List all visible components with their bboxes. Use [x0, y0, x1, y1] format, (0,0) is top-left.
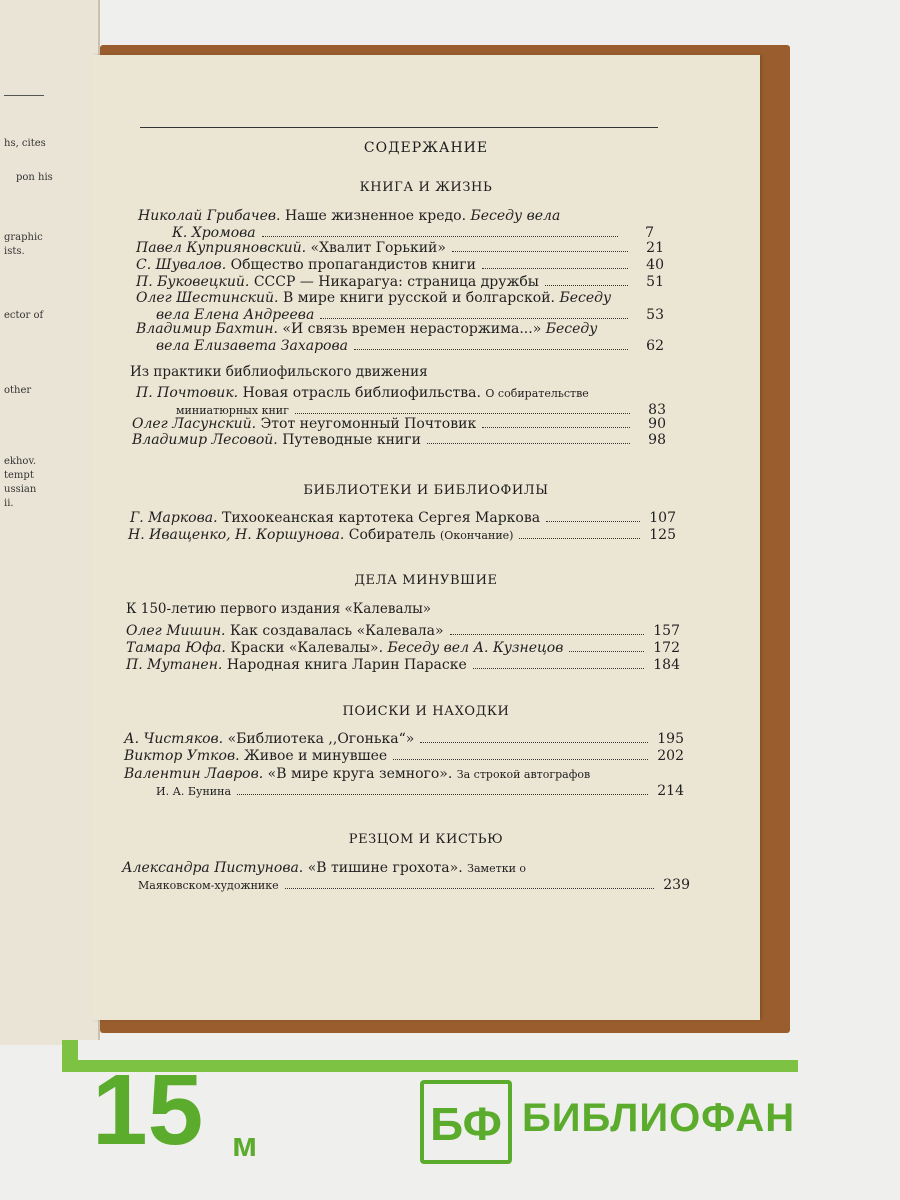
- entry-title: Этот неугомонный Почтовик: [260, 416, 477, 432]
- entry-title: Собиратель: [348, 527, 436, 543]
- toc-entry: [132, 432, 666, 449]
- entry-title: Народная книга Ларин Параске: [226, 657, 467, 673]
- leader-dots: [420, 742, 648, 743]
- entry-continuation: К. Хромова: [172, 225, 256, 241]
- section-heading: БИБЛИОТЕКИ И БИБЛИОФИЛЫ: [303, 483, 549, 498]
- left-page-fragment: ii.: [4, 498, 14, 509]
- entry-title: «И связь времен нерасторжима...»: [282, 321, 542, 337]
- entry-title: Путеводные книги: [282, 432, 421, 448]
- section-subheading: Из практики библиофильского движения: [130, 364, 428, 380]
- toc-entry: [124, 731, 684, 748]
- entry-title: «В тишине грохота».: [307, 860, 463, 876]
- toc-entry: [138, 208, 654, 242]
- entry-note: О собирательстве: [485, 387, 589, 400]
- entry-title: «Библиотека ,,Огонька“»: [227, 731, 415, 747]
- leader-dots: [354, 349, 628, 350]
- leader-dots: [519, 538, 640, 539]
- leader-dots: [320, 318, 628, 319]
- leader-dots: [427, 443, 630, 444]
- entry-title: «В мире круга земного».: [267, 766, 453, 782]
- entry-author: Тамара Юфа.: [126, 640, 226, 656]
- toc-entry: [136, 257, 664, 274]
- entry-note: (Окончание): [440, 529, 514, 542]
- toc-entry: [124, 748, 684, 765]
- entry-author: Н. Иващенко, Н. Коршунова.: [128, 527, 345, 543]
- left-page-rule: [4, 95, 44, 96]
- left-page-fragment: graphic: [4, 232, 43, 243]
- toc-entry: [128, 527, 676, 544]
- entry-author: Павел Куприяновский.: [136, 240, 307, 256]
- leader-dots: [262, 236, 618, 237]
- entry-author: П. Буковецкий.: [136, 274, 250, 290]
- toc-entry: [130, 510, 676, 527]
- leader-dots: [285, 888, 654, 889]
- entry-page-number: 53: [646, 307, 664, 323]
- left-page-fragment: ussian: [4, 484, 37, 495]
- distance-number: 15: [92, 1054, 204, 1166]
- leader-dots: [546, 521, 640, 522]
- entry-continuation: Маяковском-художнике: [138, 879, 279, 892]
- left-page-fragment: hs, cites: [4, 138, 46, 149]
- toc-entry: [136, 290, 664, 324]
- distance-unit: м: [232, 1126, 258, 1164]
- entry-author: С. Шувалов.: [136, 257, 227, 273]
- entry-title: СССР — Никарагуа: страница дружбы: [253, 274, 539, 290]
- entry-note: Беседу: [545, 321, 598, 337]
- entry-title: Общество пропагандистов книги: [230, 257, 476, 273]
- toc-entry: [136, 385, 666, 419]
- leader-dots: [482, 268, 628, 269]
- left-page-fragment: ector of: [4, 310, 44, 321]
- entry-author: Владимир Лесовой.: [132, 432, 278, 448]
- left-page-fragment: ists.: [4, 246, 25, 257]
- entry-title: Краски «Калевалы».: [230, 640, 384, 656]
- entry-title: В мире книги русской и болгарской.: [282, 290, 555, 306]
- entry-author: Олег Мишин.: [126, 623, 226, 639]
- entry-page-number: 157: [653, 623, 680, 639]
- entry-author: Николай Грибачев.: [138, 208, 281, 224]
- entry-page-number: 90: [648, 416, 666, 432]
- entry-author: Г. Маркова.: [130, 510, 218, 526]
- entry-author: Владимир Бахтин.: [136, 321, 278, 337]
- entry-title: Тихоокеанская картотека Сергея Маркова: [222, 510, 541, 526]
- entry-page-number: 172: [653, 640, 680, 656]
- entry-title: Живое и минувшее: [244, 748, 388, 764]
- leader-dots: [569, 651, 644, 652]
- toc-entry: [136, 240, 664, 257]
- entry-page-number: 184: [653, 657, 680, 673]
- section-heading: КНИГА И ЖИЗНЬ: [359, 180, 493, 195]
- entry-page-number: 83: [648, 402, 666, 418]
- entry-page-number: 98: [648, 432, 666, 448]
- toc-entry: [122, 860, 690, 894]
- entry-note: Беседу: [559, 290, 612, 306]
- entry-author: Виктор Утков.: [124, 748, 240, 764]
- leader-dots: [393, 759, 648, 760]
- distance-watermark: [92, 1054, 258, 1166]
- leader-dots: [473, 668, 644, 669]
- entry-author: А. Чистяков.: [124, 731, 224, 747]
- left-facing-page: [0, 0, 100, 1045]
- entry-continuation: вела Елена Андреева: [156, 307, 315, 323]
- section-heading: РЕЗЦОМ И КИСТЬЮ: [348, 832, 504, 847]
- leader-dots: [295, 413, 630, 414]
- page-top-rule: [140, 127, 658, 128]
- entry-author: П. Мутанен.: [126, 657, 223, 673]
- entry-page-number: 195: [657, 731, 684, 747]
- brand-logo-text: БИБЛИОФАН: [522, 1096, 796, 1140]
- section-heading: ДЕЛА МИНУВШИЕ: [354, 573, 498, 588]
- entry-page-number: 214: [657, 783, 684, 799]
- toc-entry: [124, 766, 684, 800]
- leader-dots: [482, 427, 630, 428]
- toc-entry: [132, 416, 666, 433]
- entry-page-number: 21: [646, 240, 664, 256]
- left-page-fragment: ekhov.: [4, 456, 37, 467]
- toc-title: СОДЕРЖАНИЕ: [363, 140, 489, 156]
- entry-page-number: 62: [646, 338, 664, 354]
- entry-page-number: 239: [663, 877, 690, 893]
- book-logo-icon: БФ: [420, 1080, 512, 1164]
- toc-entry: [126, 640, 680, 657]
- section-subheading: К 150-летию первого издания «Калевалы»: [126, 601, 432, 617]
- leader-dots: [237, 794, 648, 795]
- toc-entry: [136, 274, 664, 291]
- entry-page-number: 107: [649, 510, 676, 526]
- toc-entry: [126, 623, 680, 640]
- entry-continuation: вела Елизавета Захарова: [156, 338, 348, 354]
- left-page-fragment: tempt: [4, 470, 34, 481]
- entry-author: Олег Ласунский.: [132, 416, 257, 432]
- entry-note: Заметки о: [467, 862, 527, 875]
- entry-author: Александра Пистунова.: [122, 860, 304, 876]
- entry-author: П. Почтовик.: [136, 385, 239, 401]
- entry-continuation: И. А. Бунина: [156, 785, 232, 798]
- entry-continuation: миниатюрных книг: [176, 404, 289, 417]
- entry-note: Беседу вела: [470, 208, 561, 224]
- entry-page-number: 40: [646, 257, 664, 273]
- left-page-fragment: other: [4, 385, 32, 396]
- toc-entry: [126, 657, 680, 674]
- entry-page-number: 51: [646, 274, 664, 290]
- entry-title: Наше жизненное кредо.: [284, 208, 467, 224]
- leader-dots: [545, 285, 628, 286]
- entry-title: «Хвалит Горький»: [310, 240, 446, 256]
- entry-author: Валентин Лавров.: [124, 766, 264, 782]
- entry-page-number: 125: [649, 527, 676, 543]
- section-heading: ПОИСКИ И НАХОДКИ: [342, 704, 510, 719]
- entry-author: Олег Шестинский.: [136, 290, 279, 306]
- entry-note: За строкой автографов: [456, 768, 591, 781]
- leader-dots: [452, 251, 628, 252]
- left-page-fragment: pon his: [16, 172, 53, 183]
- entry-page-number: 7: [645, 225, 654, 241]
- entry-note: Беседу вел А. Кузнецов: [387, 640, 564, 656]
- toc-entry: [136, 321, 664, 355]
- entry-title: Новая отрасль библиофильства.: [242, 385, 481, 401]
- leader-dots: [450, 634, 644, 635]
- entry-page-number: 202: [657, 748, 684, 764]
- entry-title: Как создавалась «Калевала»: [229, 623, 444, 639]
